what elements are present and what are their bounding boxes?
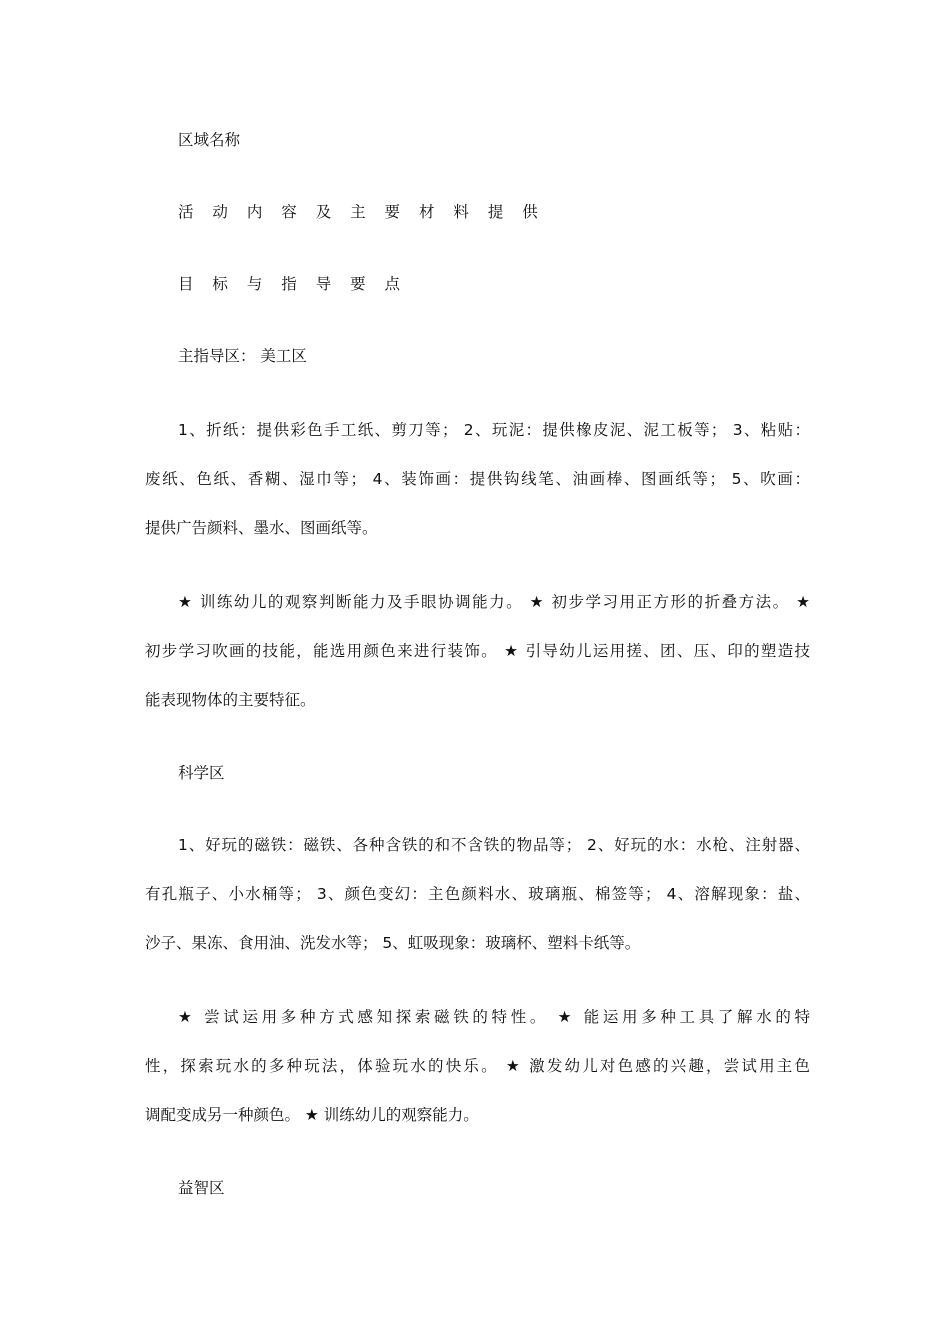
art-goals-line: 初步学习吹画的技能，能选用颜色来进行装饰。 ★ 引导幼儿运用搓、团、压、印的塑造技 bbox=[145, 642, 810, 660]
art-content-line: 1、折纸：提供彩色手工纸、剪刀等； 2、玩泥：提供橡皮泥、泥工板等； 3、粘贴： bbox=[178, 421, 810, 439]
art-content-line: 提供广告颜料、墨水、图画纸等。 bbox=[145, 519, 378, 537]
activity-content-header: 活 动 内 容 及 主 要 材 料 提 供 bbox=[178, 203, 545, 221]
main-area-title: 主指导区： 美工区 bbox=[178, 347, 307, 365]
art-goals-line: ★ 训练幼儿的观察判断能力及手眼协调能力。 ★ 初步学习用正方形的折叠方法。 ★ bbox=[178, 593, 810, 611]
science-content-line: 沙子、果冻、食用油、洗发水等； 5、虹吸现象：玻璃杯、塑料卡纸等。 bbox=[145, 934, 641, 952]
art-content-line: 废纸、色纸、香糊、湿巾等； 4、装饰画：提供钩线笔、油画棒、图画纸等； 5、吹画： bbox=[145, 470, 810, 488]
art-goals-line: 能表现物体的主要特征。 bbox=[145, 691, 316, 709]
science-goals-line: 调配变成另一种颜色。 ★ 训练幼儿的观察能力。 bbox=[145, 1106, 479, 1124]
puzzle-area-title: 益智区 bbox=[178, 1179, 225, 1197]
region-name-header: 区域名称 bbox=[178, 131, 241, 149]
science-content-line: 1、好玩的磁铁：磁铁、各种含铁的和不含铁的物品等； 2、好玩的水：水枪、注射器、 bbox=[178, 836, 810, 854]
science-content-line: 有孔瓶子、小水桶等； 3、颜色变幻：主色颜料水、玻璃瓶、棉签等； 4、溶解现象：盐、 bbox=[145, 885, 810, 903]
goal-guidance-header: 目 标 与 指 导 要 点 bbox=[178, 275, 408, 293]
science-area-title: 科学区 bbox=[178, 764, 225, 782]
science-goals-line: 性，探索玩水的多种玩法，体验玩水的快乐。 ★ 激发幼儿对色感的兴趣，尝试用主色 bbox=[145, 1057, 810, 1075]
science-goals-line: ★ 尝试运用多种方式感知探索磁铁的特性。 ★ 能运用多种工具了解水的特 bbox=[178, 1008, 810, 1026]
